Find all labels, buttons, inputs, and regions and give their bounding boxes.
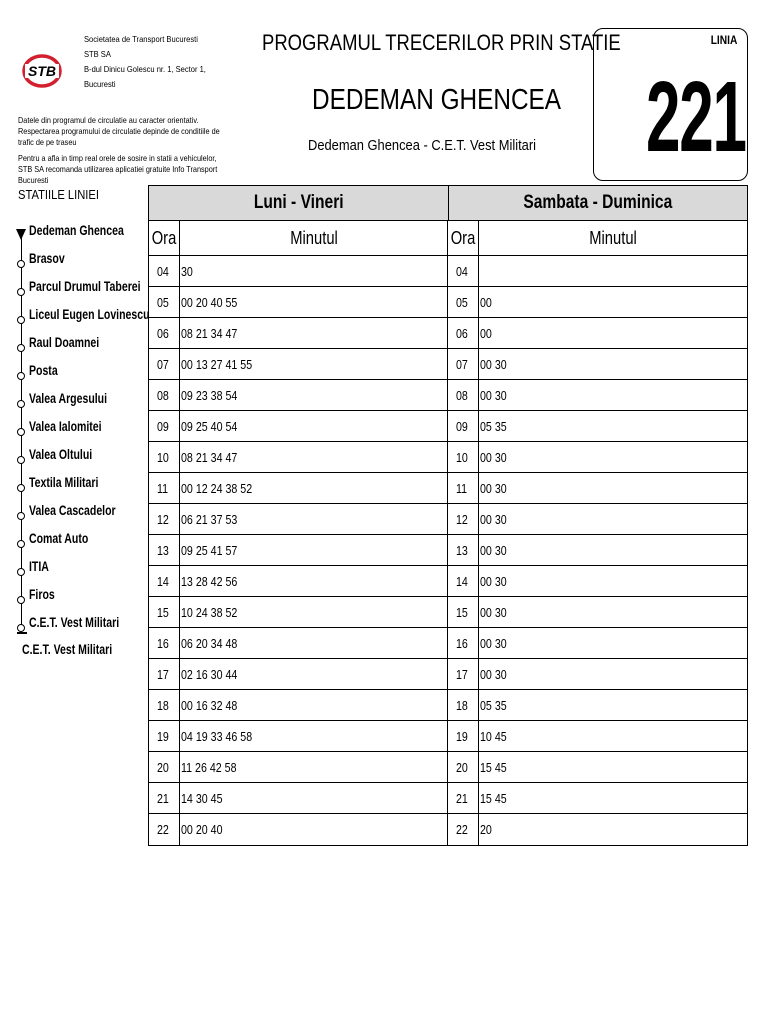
page-title: PROGRAMUL TRECERILOR PRIN STATIE bbox=[262, 30, 621, 55]
schedule-row bbox=[149, 473, 747, 504]
weekend-minutes: 00 30 bbox=[480, 666, 507, 682]
schedule-row bbox=[149, 566, 747, 597]
station-marker-icon bbox=[17, 316, 25, 324]
weekday-minutes: 08 21 34 47 bbox=[180, 318, 448, 348]
weekday-hour: 08 bbox=[149, 380, 180, 410]
weekday-minutes: 00 20 40 bbox=[180, 814, 448, 845]
station-marker-icon bbox=[17, 260, 25, 268]
weekend-hour: 21 bbox=[448, 783, 479, 813]
weekend-hour: 20 bbox=[448, 752, 479, 782]
weekend-minutes: 00 30 bbox=[480, 356, 507, 372]
weekday-minutes: 10 24 38 52 bbox=[180, 597, 448, 627]
company-line: Bucuresti bbox=[84, 79, 116, 89]
note-app: Pentru a afla in timp real orele de sosire in statii a vehiculelor, STB SA recomanda utilizarea aplicatiei gratuite Info Transport Bucuresti bbox=[18, 153, 218, 185]
hour-column-header: Ora bbox=[448, 221, 479, 255]
weekend-minutes bbox=[479, 256, 747, 286]
weekend-minutes: 00 30 bbox=[480, 542, 507, 558]
weekday-minutes: 04 19 33 46 58 bbox=[180, 721, 448, 751]
weekday-header: Luni - Vineri bbox=[149, 186, 449, 220]
weekday-minutes: 14 30 45 bbox=[180, 783, 448, 813]
weekend-hour: 05 bbox=[448, 287, 479, 317]
station-name: ITIA bbox=[29, 559, 49, 574]
weekend-hour: 10 bbox=[448, 442, 479, 472]
station-name: Comat Auto bbox=[29, 531, 89, 546]
weekend-hour: 16 bbox=[448, 628, 479, 658]
station-marker-icon bbox=[17, 512, 25, 520]
weekday-hour: 07 bbox=[149, 349, 180, 379]
schedule-row bbox=[149, 256, 747, 287]
station-name: Raul Doamnei bbox=[29, 335, 100, 350]
line-number: 221 bbox=[646, 61, 746, 173]
schedule-row bbox=[149, 287, 747, 318]
weekend-hour: 19 bbox=[448, 721, 479, 751]
weekend-hour: 12 bbox=[448, 504, 479, 534]
station-marker-icon bbox=[17, 624, 25, 632]
notes bbox=[18, 115, 229, 191]
schedule-row bbox=[149, 380, 747, 411]
weekday-hour: 09 bbox=[149, 411, 180, 441]
weekend-hour: 11 bbox=[448, 473, 479, 503]
station-marker-icon bbox=[17, 568, 25, 576]
schedule-row bbox=[149, 814, 747, 845]
weekend-minutes: 15 45 bbox=[480, 759, 507, 775]
stations-title: STATIILE LINIEI bbox=[18, 187, 99, 202]
weekday-hour: 15 bbox=[149, 597, 180, 627]
weekday-hour: 06 bbox=[149, 318, 180, 348]
weekday-minutes: 09 25 40 54 bbox=[180, 411, 448, 441]
logo-text: STB bbox=[28, 63, 56, 79]
station-name: Valea Ialomitei bbox=[29, 419, 102, 434]
weekend-minutes: 00 30 bbox=[480, 635, 507, 651]
weekday-minutes: 00 12 24 38 52 bbox=[180, 473, 448, 503]
schedule-table bbox=[148, 185, 748, 846]
current-stop-marker-icon bbox=[16, 229, 26, 240]
schedule-row bbox=[149, 690, 747, 721]
minute-column-header: Minutul bbox=[180, 221, 448, 255]
weekend-minutes: 10 45 bbox=[480, 728, 507, 744]
schedule-header bbox=[149, 186, 747, 221]
weekend-minutes: 20 bbox=[480, 822, 492, 837]
station-name: Posta bbox=[29, 363, 58, 378]
weekday-hour: 18 bbox=[149, 690, 180, 720]
station-marker-icon bbox=[17, 484, 25, 492]
station-name: Valea Cascadelor bbox=[29, 503, 116, 518]
station-name: Brasov bbox=[29, 251, 65, 266]
station-marker-icon bbox=[17, 288, 25, 296]
station-name: C.E.T. Vest Militari bbox=[29, 615, 120, 630]
weekday-hour: 12 bbox=[149, 504, 180, 534]
weekend-hour: 08 bbox=[448, 380, 479, 410]
weekday-minutes: 02 16 30 44 bbox=[180, 659, 448, 689]
stop-name: DEDEMAN GHENCEA bbox=[312, 84, 562, 116]
weekend-hour: 18 bbox=[448, 690, 479, 720]
station-marker-icon bbox=[17, 428, 25, 436]
weekday-minutes: 09 23 38 54 bbox=[180, 380, 448, 410]
schedule-row bbox=[149, 349, 747, 380]
weekend-minutes: 15 45 bbox=[480, 790, 507, 806]
weekday-minutes: 30 bbox=[180, 256, 448, 286]
schedule-row bbox=[149, 442, 747, 473]
weekday-minutes: 06 21 37 53 bbox=[180, 504, 448, 534]
weekday-hour: 14 bbox=[149, 566, 180, 596]
schedule-row bbox=[149, 752, 747, 783]
station-marker-icon bbox=[17, 372, 25, 380]
station-name: Valea Argesului bbox=[29, 391, 108, 406]
schedule-row bbox=[149, 628, 747, 659]
weekday-minutes: 00 20 40 55 bbox=[180, 287, 448, 317]
schedule-row bbox=[149, 721, 747, 752]
station-marker-icon bbox=[17, 596, 25, 604]
weekend-hour: 04 bbox=[448, 256, 479, 286]
weekday-minutes: 11 26 42 58 bbox=[180, 752, 448, 782]
company-line: Societatea de Transport Bucuresti bbox=[84, 34, 198, 44]
weekend-minutes: 00 30 bbox=[480, 604, 507, 620]
station-name: Parcul Drumul Taberei bbox=[29, 279, 141, 294]
weekend-minutes: 00 30 bbox=[480, 573, 507, 589]
weekday-minutes: 09 25 41 57 bbox=[180, 535, 448, 565]
company-line: STB SA bbox=[84, 49, 111, 59]
stb-logo bbox=[22, 54, 62, 88]
hour-column-header: Ora bbox=[149, 221, 180, 255]
weekend-minutes: 00 30 bbox=[480, 480, 507, 496]
minute-column-header: Minutul bbox=[589, 227, 638, 248]
weekday-hour: 11 bbox=[149, 473, 180, 503]
schedule-row bbox=[149, 783, 747, 814]
schedule-row bbox=[149, 411, 747, 442]
weekend-minutes: 00 30 bbox=[480, 511, 507, 527]
station-marker-icon bbox=[17, 456, 25, 464]
station-name: Valea Oltului bbox=[29, 447, 93, 462]
weekend-hour: 13 bbox=[448, 535, 479, 565]
weekend-hour: 09 bbox=[448, 411, 479, 441]
weekend-minutes: 05 35 bbox=[480, 418, 507, 434]
station-name: Dedeman Ghencea bbox=[29, 223, 124, 238]
schedule-row bbox=[149, 535, 747, 566]
weekend-hour: 06 bbox=[448, 318, 479, 348]
weekend-hour: 15 bbox=[448, 597, 479, 627]
weekday-hour: 21 bbox=[149, 783, 180, 813]
weekday-minutes: 00 13 27 41 55 bbox=[180, 349, 448, 379]
station-name: Firos bbox=[29, 587, 55, 602]
station-marker-icon bbox=[17, 540, 25, 548]
weekday-hour: 22 bbox=[149, 814, 180, 845]
weekday-minutes: 06 20 34 48 bbox=[180, 628, 448, 658]
station-name: Liceul Eugen Lovinescu bbox=[29, 307, 150, 322]
weekend-hour: 17 bbox=[448, 659, 479, 689]
schedule-row bbox=[149, 318, 747, 349]
line-label: LINIA bbox=[710, 33, 737, 47]
weekday-hour: 10 bbox=[149, 442, 180, 472]
weekday-hour: 20 bbox=[149, 752, 180, 782]
weekend-minutes: 00 bbox=[480, 294, 492, 310]
terminus-station: C.E.T. Vest Militari bbox=[22, 642, 113, 657]
schedule-row bbox=[149, 659, 747, 690]
schedule-subheader bbox=[149, 221, 747, 256]
weekday-hour: 19 bbox=[149, 721, 180, 751]
line-box bbox=[593, 28, 748, 181]
station-name: Textila Militari bbox=[29, 475, 99, 490]
weekday-hour: 05 bbox=[149, 287, 180, 317]
weekday-hour: 16 bbox=[149, 628, 180, 658]
company-info bbox=[84, 32, 216, 92]
weekday-minutes: 08 21 34 47 bbox=[180, 442, 448, 472]
weekday-minutes: 00 16 32 48 bbox=[180, 690, 448, 720]
weekday-minutes: 13 28 42 56 bbox=[180, 566, 448, 596]
weekday-hour: 17 bbox=[149, 659, 180, 689]
note-disclaimer: Datele din programul de circulatie au caracter orientativ. Respectarea programului de circulatie depinde de conditiile de trafic de pe traseu bbox=[18, 115, 220, 147]
weekend-hour: 22 bbox=[448, 814, 479, 845]
company-line: B-dul Dinicu Golescu nr. 1, Sector 1, bbox=[84, 64, 206, 74]
weekend-minutes: 00 30 bbox=[480, 387, 507, 403]
schedule-row bbox=[149, 504, 747, 535]
weekend-minutes: 00 bbox=[480, 325, 492, 341]
route-name: Dedeman Ghencea - C.E.T. Vest Militari bbox=[308, 137, 536, 154]
weekday-hour: 13 bbox=[149, 535, 180, 565]
weekend-minutes: 00 30 bbox=[480, 449, 507, 465]
weekend-hour: 14 bbox=[448, 566, 479, 596]
weekend-hour: 07 bbox=[448, 349, 479, 379]
weekend-header: Sambata - Duminica bbox=[523, 192, 673, 213]
station-marker-icon bbox=[17, 344, 25, 352]
schedule-row bbox=[149, 597, 747, 628]
weekend-minutes: 05 35 bbox=[480, 697, 507, 713]
weekday-hour: 04 bbox=[149, 256, 180, 286]
station-marker-icon bbox=[17, 400, 25, 408]
